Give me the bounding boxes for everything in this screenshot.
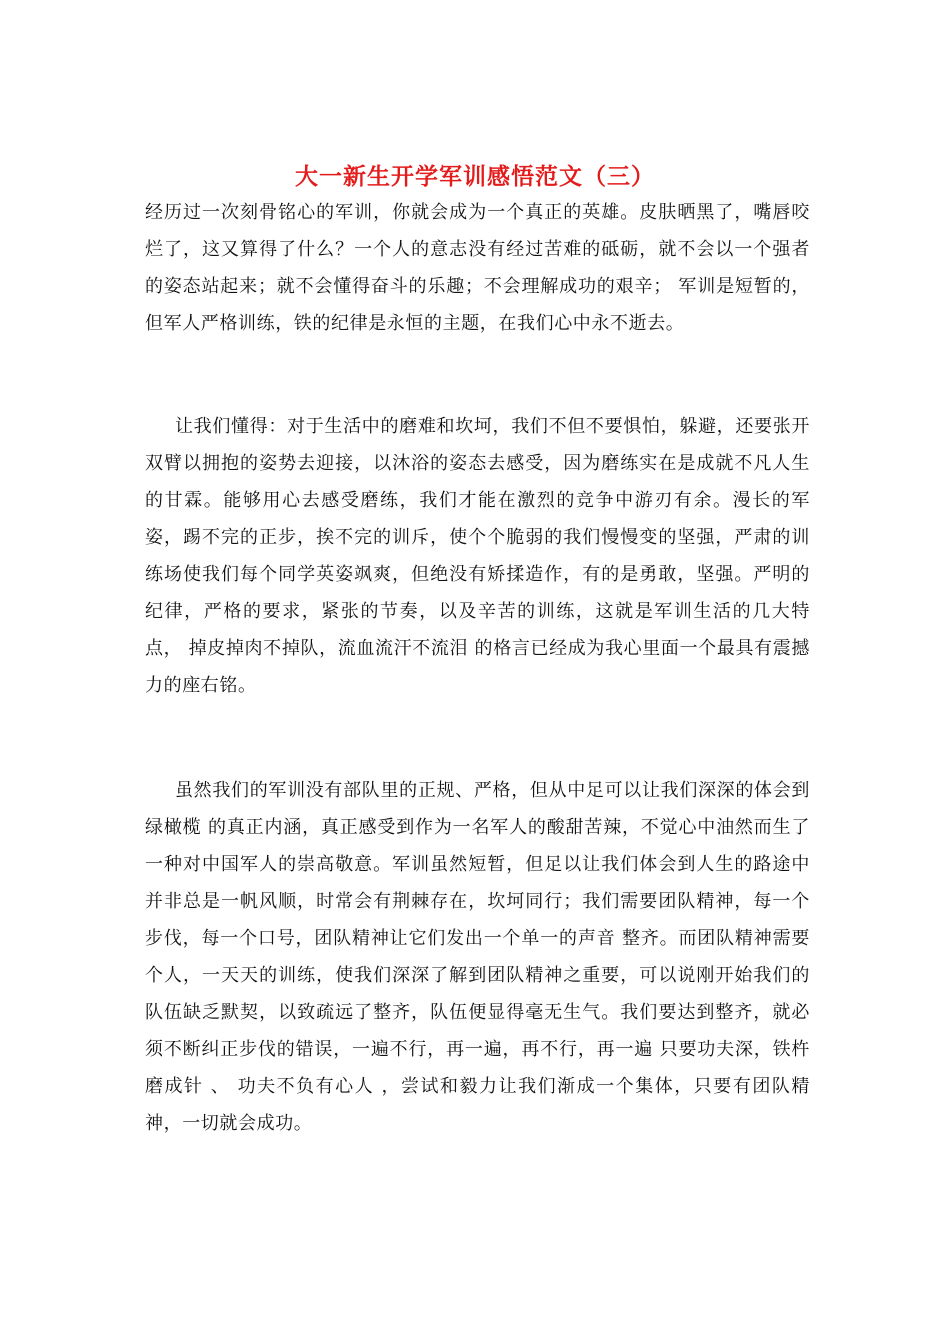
paragraph-3: 虽然我们的军训没有部队里的正规、严格，但从中足可以让我们深深的体会到 绿橄榄 的真正内涵，真正感受到作为一名军人的酸甜苦辣，不觉心中油然而生了一种对中国军人的崇高敬意。军训虽然短暂，但足以让我们体会到人生的路途中并非总是一帆风顺，时常会有荆棘存在，坎坷同行；我们需要团队精神，每一个步伐，每一个口号，团队精神让它们发出一个单一的声音 整齐。而团队精神需要个人，一天天的训练，使我们深深了解到团队精神之重要，可以说刚开始我们的队伍缺乏默契，以致疏远了整齐，队伍便显得毫无生气。我们要达到整齐，就必须不断纠正步伐的错误，一遍不行，再一遍，再不行，再一遍 只要功夫深，铁杵磨成针 、 功夫不负有心人 ，尝试和毅力让我们渐成一个集体，只要有团队精神，一切就会成功。	[145, 780, 810, 1134]
paragraph-1: 经历过一次刻骨铭心的军训，你就会成为一个真正的英雄。皮肤晒黑了，嘴唇咬烂了，这又算得了什么？一个人的意志没有经过苦难的砥砺，就不会以一个强者的姿态站起来；就不会懂得奋斗的乐趣；不会理解成功的艰辛； 军训是短暂的，但军人严格训练，铁的纪律是永恒的主题，在我们心中永不逝去。	[145, 202, 810, 334]
paragraph-2: 让我们懂得：对于生活中的磨难和坎坷，我们不但不要惧怕，躲避，还要张开双臂以拥抱的姿势去迎接，以沐浴的姿态去感受，因为磨练实在是成就不凡人生的甘霖。能够用心去感受磨练，我们才能在激烈的竞争中游刃有余。漫长的军姿，踢不完的正步，挨不完的训斥，使个个脆弱的我们慢慢变的坚强，严肃的训练场使我们每个同学英姿飒爽，但绝没有矫揉造作，有的是勇敢，坚强。严明的纪律，严格的要求，紧张的节奏，以及辛苦的训练，这就是军训生活的几大特点， 掉皮掉肉不掉队，流血流汗不流泪 的格言已经成为我心里面一个最具有震撼力的座右铭。	[145, 416, 810, 696]
document-title: 大一新生开学军训感悟范文（三）	[295, 163, 655, 191]
